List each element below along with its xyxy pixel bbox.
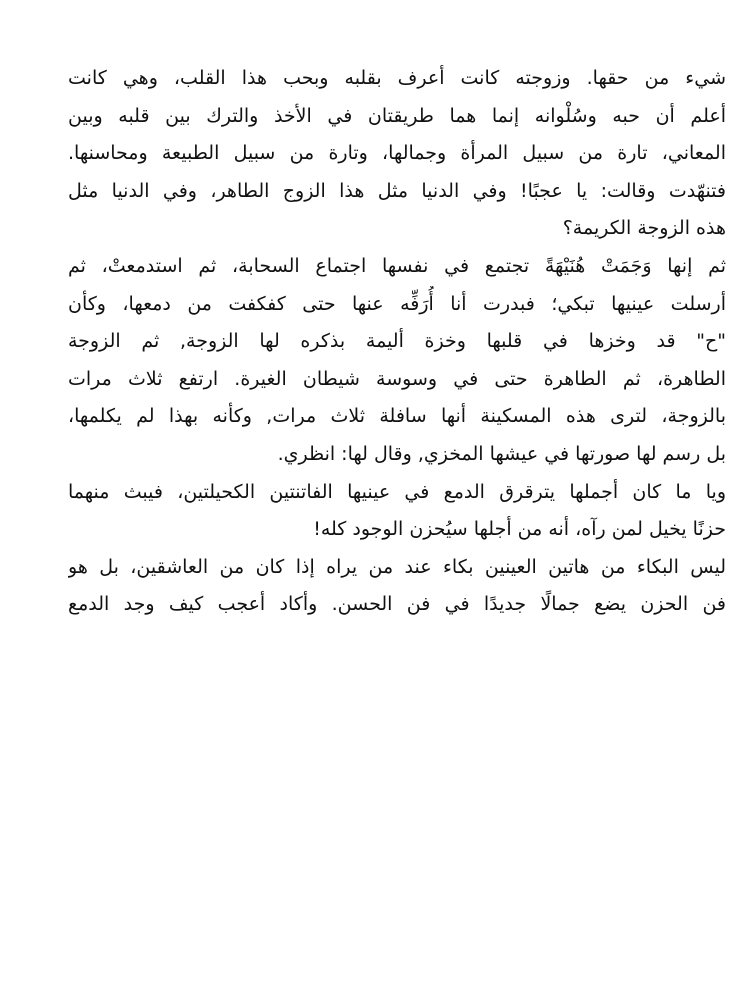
paragraph — [68, 549, 726, 624]
paragraph — [68, 60, 726, 173]
paragraph — [68, 248, 726, 474]
paragraph — [68, 173, 726, 248]
text-line: المعاني، تارة من سبيل المرأة وجمالها، وتارة من سبيل الطبيعة ومحاسنها. — [68, 142, 726, 165]
text-line: هذه الزوجة الكريمة؟ — [562, 217, 726, 240]
text-line: بل رسم لها صورتها في عيشها المخزي, وقال لها: انظري. — [277, 442, 726, 465]
text-line: فن الحزن يضع جمالًا جديدًا في فن الحسن. وأكاد أعجب كيف وجد الدمع — [68, 593, 726, 616]
paragraph — [68, 474, 726, 549]
text-line: بالزوجة، لترى هذه المسكينة أنها سافلة ثلاث مرات, وكأنه بهذا لم يكلمها، — [68, 405, 726, 428]
text-line: حزنًا يخيل لمن رآه، أنه من أجلها سيُحزن الوجود كله! — [313, 518, 726, 541]
text-line: فتنهّدت وقالت: يا عجبًا! وفي الدنيا مثل هذا الزوج الطاهر، وفي الدنيا مثل — [68, 179, 726, 202]
text-line: شيء من حقها. وزوجته كانت أعرف بقلبه وبحب هذا القلب، وهي كانت — [68, 67, 726, 89]
text-line: ثم إنها وَجَمَتْ هُنَيْهَةً تجتمع في نفسها اجتماع السحابة، ثم استدمعتْ، ثم — [68, 254, 726, 277]
text-line: الطاهرة، ثم الطاهرة حتى في وسوسة شيطان الغيرة. ارتفع ثلاث مرات — [68, 367, 726, 390]
page-body — [68, 60, 726, 624]
text-line: ليس البكاء من هاتين العينين بكاء عند من يراه إذا كان من العاشقين، بل هو — [68, 555, 726, 578]
text-line: أرسلت عينيها تبكي؛ فبدرت أنا أُرَفِّه عنها حتى كفكفت من دمعها، وكأن — [68, 292, 726, 315]
text-line: أعلم أن حبه وسُلْوانه إنما هما طريقتان في الأخذ والترك بين قلبه وبين — [68, 104, 726, 127]
text-line: "ح" قد وخزها في قلبها وخزة أليمة بذكره لها الزوجة, ثم الزوجة — [68, 330, 726, 353]
text-line: ويا ما كان أجملها يترقرق الدمع في عينيها الفاتنتين الكحيلتين، فيبث منهما — [68, 480, 726, 503]
